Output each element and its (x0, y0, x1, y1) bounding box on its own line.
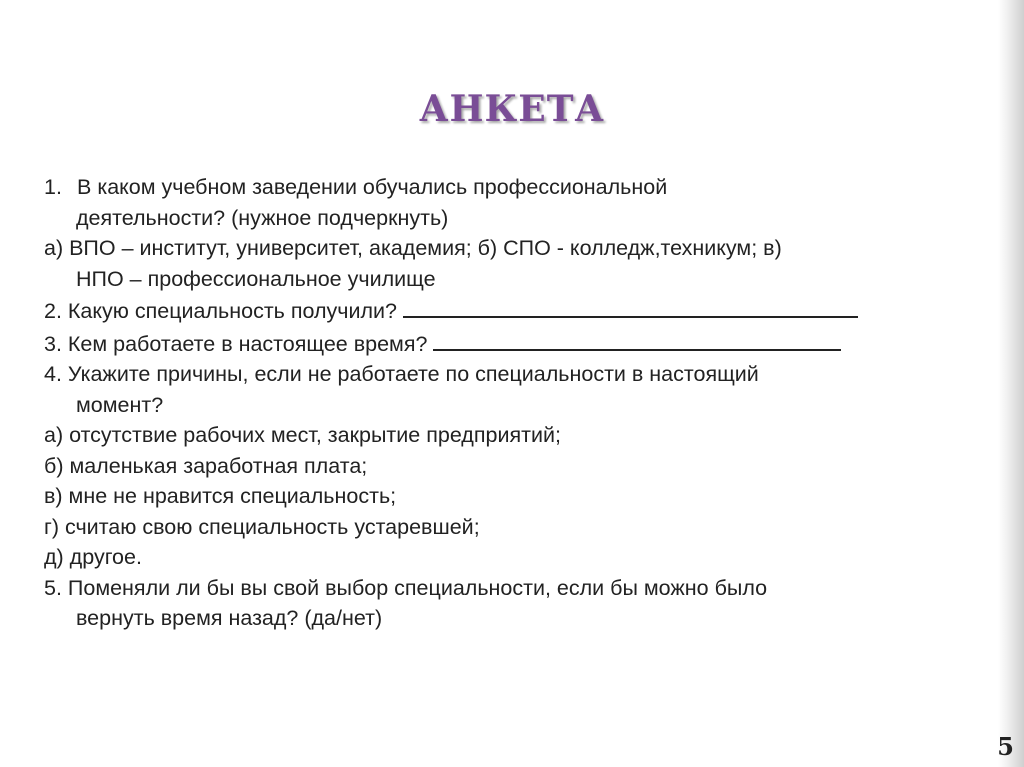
question-2-text: 2. Какую специальность получили? (44, 299, 398, 323)
question-1-options-line-1: а) ВПО – институт, университет, академия; б) СПО - колледж,техникум; в) (44, 236, 782, 260)
question-4-option: а) отсутствие рабочих мест, закрытие предприятий; (44, 423, 561, 447)
question-4-line-2: момент? (76, 392, 164, 417)
question-1-line-2: деятельности? (нужное подчеркнуть) (76, 205, 449, 230)
question-2 (44, 294, 944, 327)
question-1-options-line-2: НПО – профессиональное училище (76, 266, 436, 291)
question-1-number: 1. (44, 175, 62, 199)
question-3-text: 3. Кем работаете в настоящее время? (44, 331, 428, 356)
question-1-line-1 (44, 172, 944, 203)
answer-blank-line[interactable] (433, 327, 841, 351)
question-3 (44, 327, 944, 360)
question-4-option: в) мне не нравится специальность; (44, 484, 397, 508)
page-title: АНКЕТА (419, 88, 605, 130)
answer-blank-line[interactable] (403, 294, 858, 318)
question-4-option: г) считаю свою специальность устаревшей; (44, 514, 480, 539)
question-5-line-2: вернуть время назад? (да/нет) (76, 606, 383, 630)
question-5-line-1: 5. Поменяли ли бы вы свой выбор специальности, если бы можно было (44, 575, 768, 600)
question-1-text: В каком учебном заведении обучались профессиональной (77, 175, 668, 199)
question-4-option: б) маленькая заработная плата; (44, 453, 368, 478)
questionnaire-body (44, 172, 944, 634)
page-number: 5 (997, 732, 1014, 761)
question-4-line-1: 4. Укажите причины, если не работаете по специальности в настоящий (44, 362, 759, 386)
question-4-option: д) другое. (44, 545, 142, 569)
